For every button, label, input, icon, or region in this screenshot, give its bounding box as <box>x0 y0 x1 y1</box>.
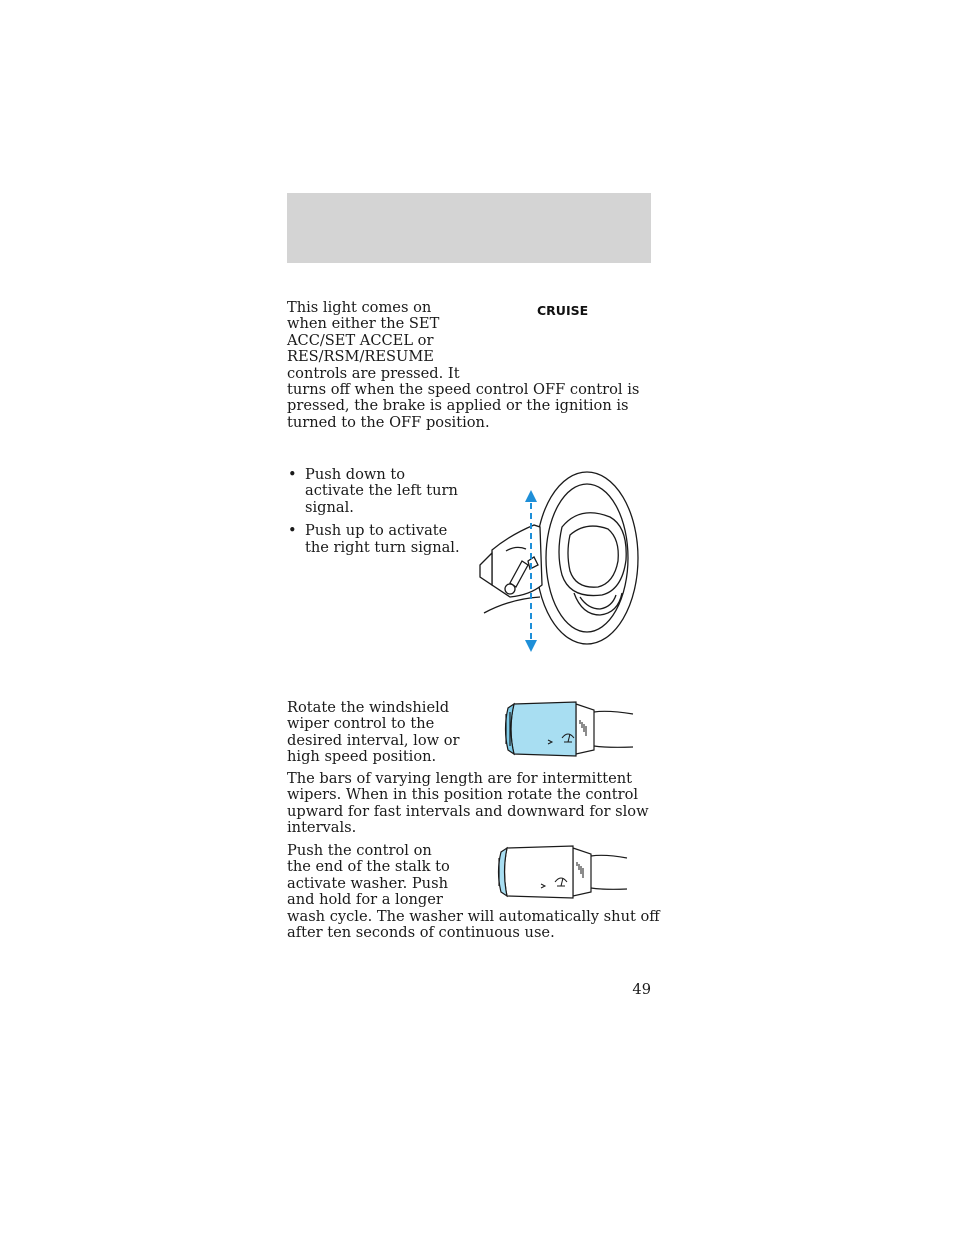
text-line: Push down to <box>305 466 406 483</box>
text-line: the right turn signal. <box>305 538 460 556</box>
text-line: ACC/SET ACCEL or <box>287 331 434 349</box>
text-line: This light comes on <box>287 299 432 316</box>
text-line: activate the left turn <box>305 482 458 500</box>
turn-signal-list <box>287 467 460 563</box>
steering-wheel-illustration <box>470 465 650 660</box>
text-line: RES/RSM/RESUME <box>287 348 434 366</box>
list-item <box>287 523 460 556</box>
text-line: desired interval, low or <box>287 731 460 749</box>
bullet-glyph: • <box>288 466 297 483</box>
page-number: 49 <box>632 981 651 998</box>
text-line: and hold for a longer <box>287 891 443 909</box>
text-line: controls are pressed. It <box>287 364 460 382</box>
text-line: Push up to activate <box>305 522 448 540</box>
text-line: wipers. When in this position rotate the control <box>287 786 639 804</box>
section-header-bar <box>287 193 651 263</box>
text-line: wiper control to the <box>287 715 435 733</box>
text-line: pressed, the brake is applied or the ignition is <box>287 397 629 415</box>
text-line: intervals. <box>287 819 357 837</box>
bullet-glyph: • <box>288 522 297 540</box>
text-line: activate washer. Push <box>287 874 448 892</box>
text-line: wash cycle. The washer will automatically shut off <box>287 907 660 925</box>
text-line: signal. <box>305 498 354 516</box>
list-item <box>287 467 460 516</box>
wiper-stalk-rotate-illustration <box>498 698 638 760</box>
text-line: turns off when the speed control OFF control is <box>287 381 640 398</box>
text-line: turned to the OFF position. <box>287 413 490 431</box>
text-line: high speed position. <box>287 748 437 766</box>
text-line: Push the control on <box>287 842 432 859</box>
text-line: the end of the stalk to <box>287 858 450 876</box>
text-line: after ten seconds of continuous use. <box>287 924 555 941</box>
washer-stalk-illustration <box>493 842 633 902</box>
cruise-indicator-label: CRUISE <box>537 303 589 318</box>
text-line: The bars of varying length are for intermittent <box>287 770 632 787</box>
text-line: when either the SET <box>287 315 440 333</box>
text-line: upward for fast intervals and downward for slow <box>287 802 649 820</box>
text-line: Rotate the windshield <box>287 699 450 716</box>
